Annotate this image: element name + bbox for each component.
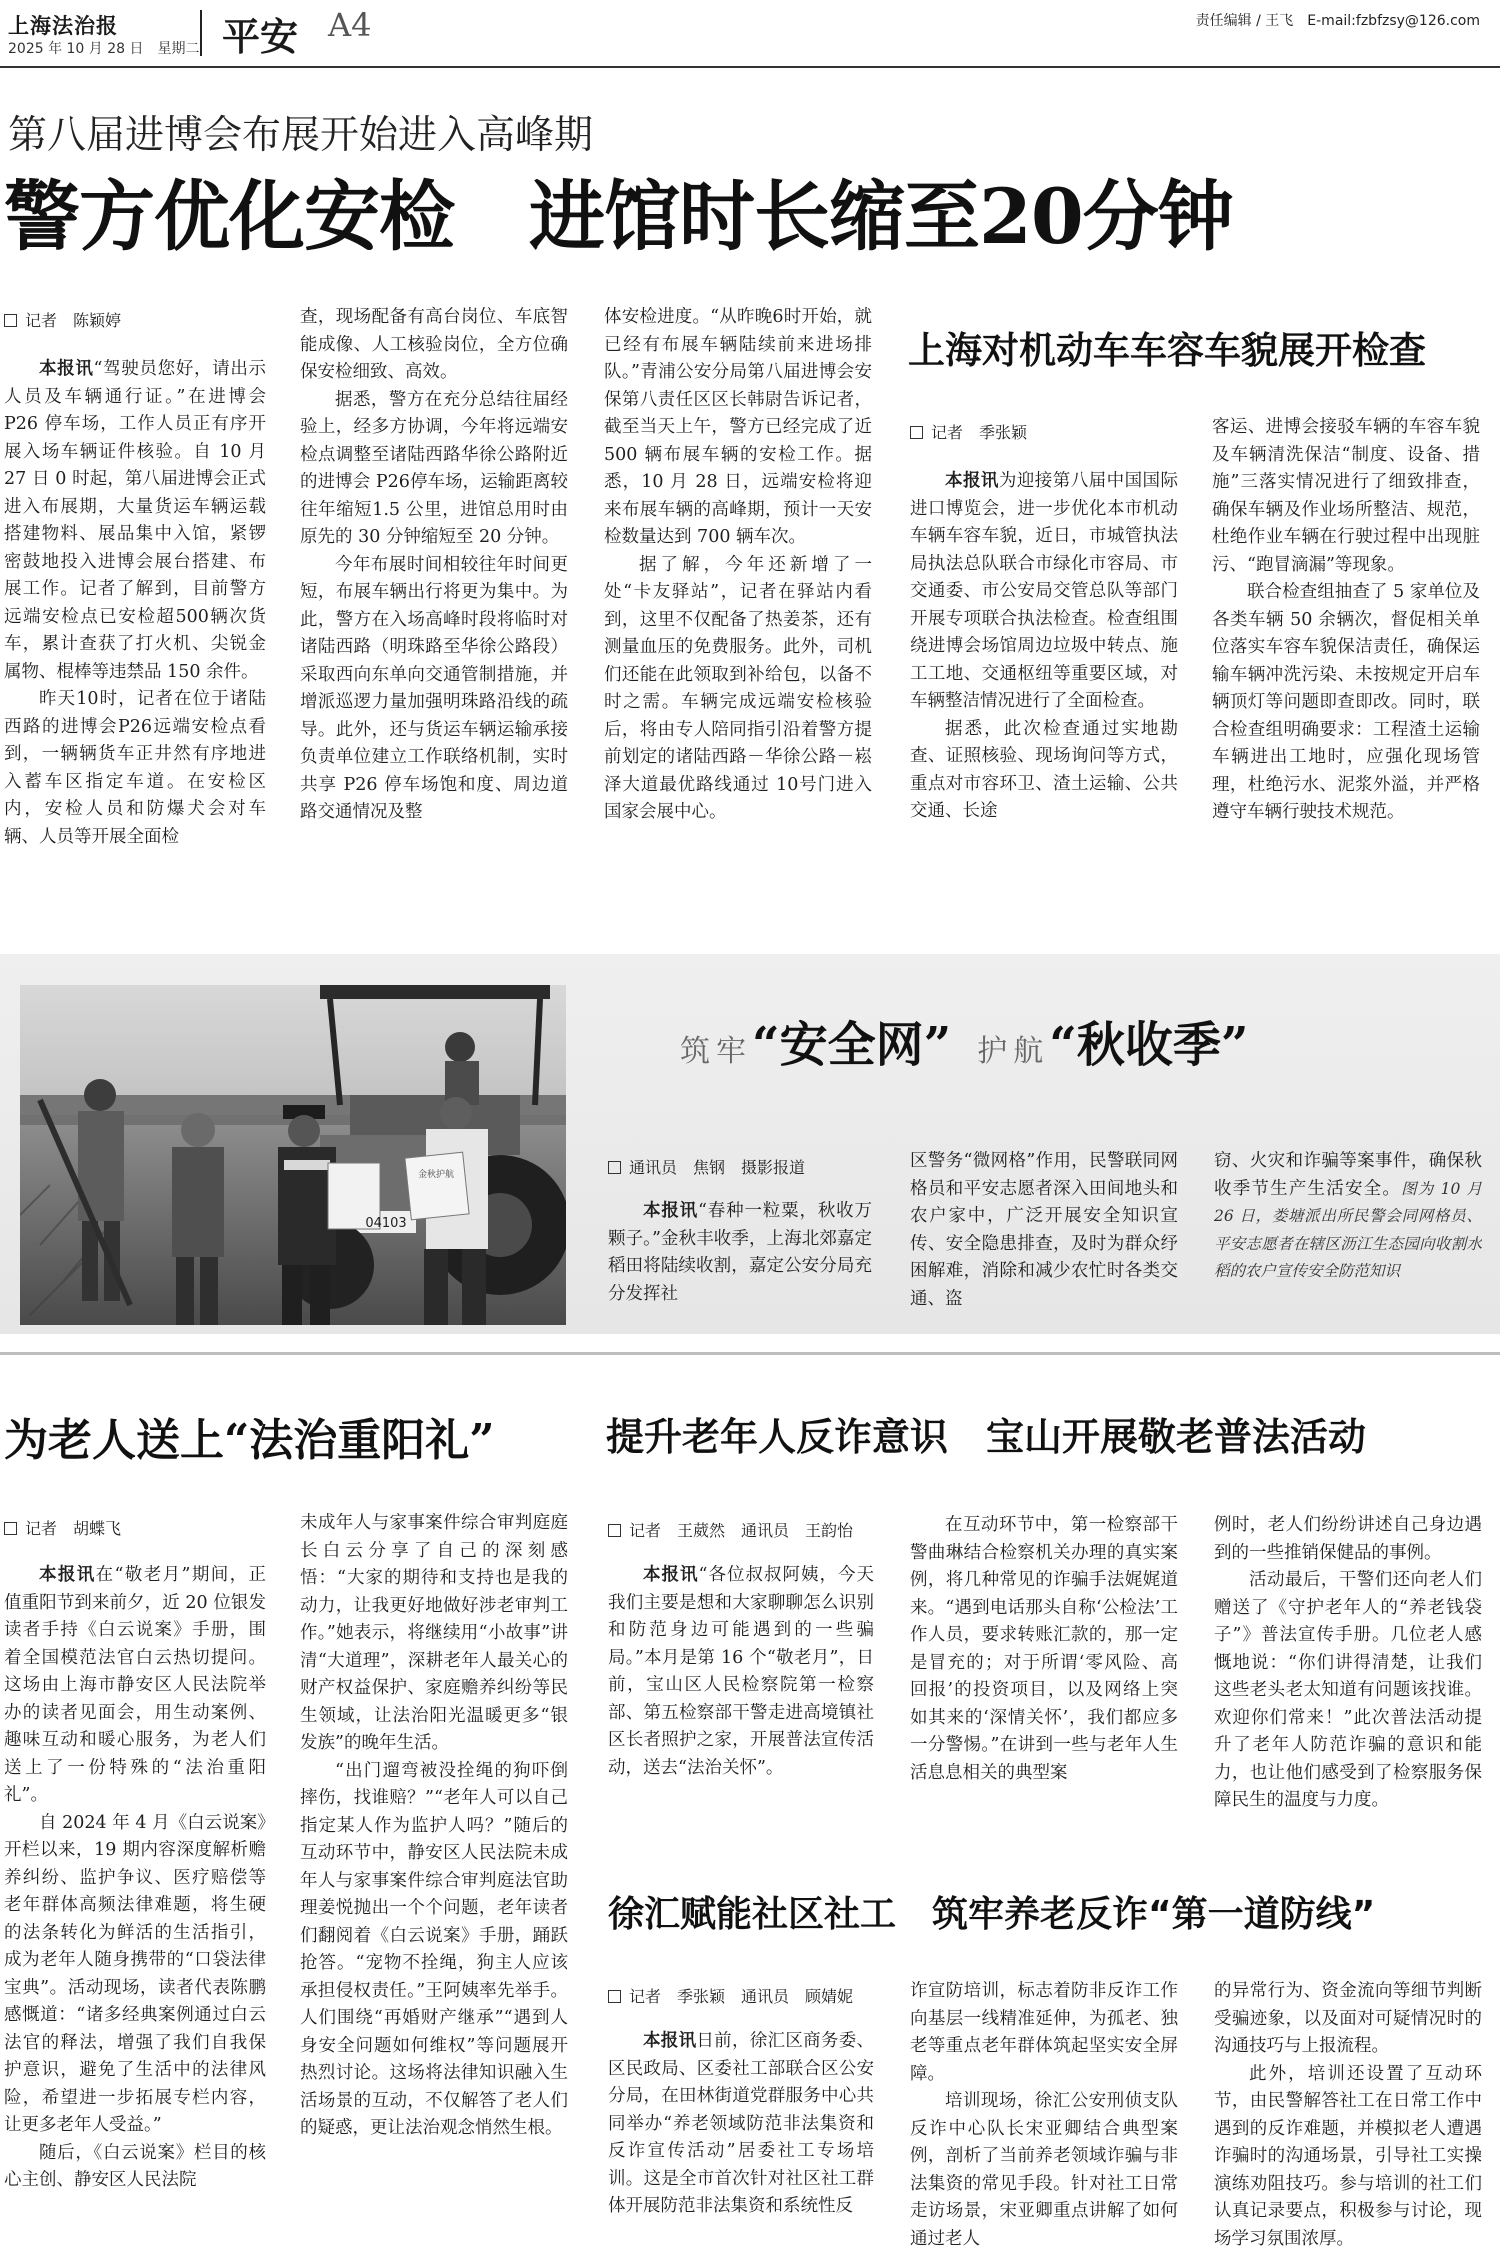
story6-col3 <box>1214 1978 1482 2248</box>
story4-para: “出门遛弯被没拴绳的狗吓倒摔伤，找谁赔？”“老年人可以自己指定某人作为监护人吗？”随后的互动环节中，静安区人民法院未成年人与家事案件综合审判庭法官助理姜悦抛出一个个问题，老年读者们翻阅着《白云说案》手册，踊跃抢答。“宠物不拴绳，狗主人应该承担侵权责任。”王阿姨率先举手。人们围绕“再婚财产继承”“遇到人身安全问题如何维权”等问题展开热烈讨论。这场将法律知识融入生活场景的互动，不仅解答了老人们的疑惑，更让法治观念悄然生根。 <box>300 1760 568 2138</box>
story2-para: 客运、进博会接驳车辆的车容车貌及车辆清洗保洁“制度、设备、措施”三落实情况进行了细致排查，确保车辆及作业场所整洁、规范，杜绝作业车辆在行驶过程中出现脏污、“跑冒滴漏”等现象。 <box>1212 417 1480 575</box>
story5-para: 例时，老人们纷纷讲述自己身边遇到的一些推销保健品的事例。 <box>1214 1515 1482 1563</box>
story6-para: 本报讯日前，徐汇区商务委、区民政局、区委社工部联合区公安分局，在田林街道党群服务中心共同举办“养老领域防范非法集资和反诈宣传活动”居委社工专场培训。这是全市首次针对社区社工群体开展防范非法集资和系统性反 <box>608 2031 874 2216</box>
section-name: 平安 <box>222 15 299 59</box>
story4-col2 <box>300 1510 568 2248</box>
headline-mid: 护航 <box>977 1034 1050 1069</box>
story4-headline: 为老人送上“法治重阳礼” <box>4 1415 495 1466</box>
story4-para: 自 2024 年 4 月《白云说案》开栏以来，19 期内容深度解析赡养纠纷、监护争议、医疗赔偿等老年群体高频法律难题，将生硬的法条转化为鲜活的生活指引，成为老年人随身携带的“口袋法律宝典”。活动现场，读者代表陈鹏感慨道：“诸多经典案例通过白云法官的释法，增强了我们自我保护意识，避免了生活中的法律风险，希望进一步拓展专栏内容，让更多老年人受益。” <box>4 1812 266 2135</box>
story5-col1 <box>608 1562 874 1852</box>
story4-para: 本报讯在“敬老月”期间，正值重阳节到来前夕，近 20 位银发读者手持《白云说案》手册，围着全国模范法官白云热切提问。这场由上海市静安区人民法院举办的读者见面会，用生动案例、趣味互动和暖心服务，为老人们送上了一份特殊的“法治重阳礼”。 <box>4 1565 266 1805</box>
story3-col1 <box>608 1198 872 1322</box>
story5-para: 本报讯“各位叔叔阿姨，今天我们主要是想和大家聊聊怎么识别和防范身边可能遇到的一些骗局。”本月是第 16 个“敬老月”，日前，宝山区人民检察院第一检察部、第五检察部干警走进高境镇社区长者照护之家，开展普法宣传活动，送去“法治关怀”。 <box>608 1565 874 1778</box>
story3-headline <box>680 1006 1248 1075</box>
editor-credit: 责任编辑 / 王飞 E-mail:fzbfzsy@126.com <box>1195 13 1480 29</box>
band-bottom-rule <box>0 1352 1500 1355</box>
lead-tag: 本报讯 <box>643 1201 699 1221</box>
byline-box-icon <box>608 1161 621 1174</box>
story5-para: 活动最后，干警们还向老人们赠送了《守护老年人的“养老钱袋子”》普法宣传手册。几位老人感慨地说：“你们讲得清楚，让我们这些老头老太知道有问题该找谁。欢迎你们常来！”此次普法活动提升了老年人防范诈骗的意识和能力，也让他们感受到了检察服务保障民生的温度与力度。 <box>1214 1570 1482 1810</box>
story2-para: 据悉，此次检查通过实地勘查、证照核验、现场询问等方式，重点对市容环卫、渣土运输、公共交通、长途 <box>910 718 1178 821</box>
issue-date: 2025 年 10 月 28 日 星期二 <box>8 41 200 57</box>
harvest-photo <box>20 985 566 1325</box>
story1-col3 <box>604 304 872 898</box>
story4-byline: 记者 胡蝶飞 <box>4 1516 121 1539</box>
headline-q1: “安全网” <box>752 1017 952 1073</box>
story5-col3 <box>1214 1512 1482 1852</box>
masthead-rule <box>0 66 1500 68</box>
story3-byline: 通讯员 焦钢 摄影报道 <box>608 1155 805 1178</box>
story2-headline: 上海对机动车车容车貌展开检查 <box>908 329 1426 372</box>
story1-para: 昨天10时，记者在位于诸陆西路的进博会P26远端安检点看到，一辆辆货车正井然有序地进入蓄车区指定车道。在安检区内，安检人员和防爆犬会对车辆、人员等开展全面检 <box>4 689 266 847</box>
story6-para: 诈宣防培训，标志着防非反诈工作向基层一线精准延伸，为孤老、独老等重点老年群体筑起坚实安全屏障。 <box>910 1981 1178 2084</box>
story6-headline: 徐汇赋能社区社工 筑牢养老反诈“第一道防线” <box>608 1894 1376 1935</box>
story2-col2 <box>1212 414 1480 898</box>
lead-tag: 本报讯 <box>945 471 999 491</box>
byline-box-icon <box>608 1524 621 1537</box>
story1-para: 本报讯“驾驶员您好，请出示人员及车辆通行证。”在进博会 P26 停车场，工作人员正有序开展入场车辆证件核验。自 10 月 27 日 0 时起，第八届进博会正式进入布展期，大量货运车辆运载搭建物料、展品集中入馆，紧锣密鼓地投入进博会展台搭建、布展工作。记者了解到，目前警方远端安检点已安检超500辆次货车，累计查获了打火机、尖锐金属物、棍棒等违禁品 150 余件。 <box>4 359 266 682</box>
story1-headline: 警方优化安检 进馆时长缩至20分钟 <box>4 172 1233 261</box>
story3-para: 区警务“微网格”作用，民警联同网格员和平安志愿者深入田间地头和农户家中，广泛开展安全知识宣传、安全隐患排查，及时为群众纾困解难，消除和减少农忙时各类交通、盗 <box>910 1151 1178 1309</box>
byline-box-icon <box>910 426 923 439</box>
story1-para: 查，现场配备有高台岗位、车底智能成像、人工核验岗位，全方位确保安检细致、高效。 <box>300 307 568 382</box>
story6-para: 此外，培训还设置了互动环节，由民警解答社工在日常工作中遇到的反诈难题，并模拟老人遭遇诈骗时的沟通场景，引导社工实操演练劝阻技巧。参与培训的社工们认真记录要点，积极参与讨论，现场学习氛围浓厚。 <box>1214 2063 1482 2248</box>
story1-para: 据悉，警方在充分总结往届经验上，经多方协调，今年将远端安检点调整至诸陆西路华徐公路附近的进博会 P26停车场，运输距离较往年缩短1.5 公里，进馆总用时由原先的 30 分钟缩短至 20 分钟。 <box>300 389 568 547</box>
story1-para: 今年布展时间相较往年时间更短，布展车辆出行将更为集中。为此，警方在入场高峰时段将临时对诸陆西路（明珠路至华徐公路段）采取西向东单向交通管制措施，并增派巡逻力量加强明珠路沿线的疏导。此外，还与货运车辆运输承接负责单位建立工作联络机制，实时共享 P26 停车场饱和度、周边道路交通情况及整 <box>300 554 568 822</box>
photo-caption: 图为 10 月 26 日，娄塘派出所民警会同网格员、平安志愿者在辖区沥江生态园向收割水稻的农户宣传安全防范知识 <box>1214 1179 1482 1280</box>
story4-col1 <box>4 1562 266 2248</box>
story4-para: 随后，《白云说案》栏目的核心主创、静安区人民法院 <box>4 2142 266 2190</box>
masthead <box>0 0 1500 66</box>
photo-board-text: 金秋护航 <box>417 1170 455 1180</box>
byline-box-icon <box>4 1522 17 1535</box>
story6-para: 培训现场，徐汇公安刑侦支队反诈中心队长宋亚卿结合典型案例，剖析了当前养老领域诈骗与非法集资的常见手段。针对社工日常走访场景，宋亚卿重点讲解了如何通过老人 <box>910 2091 1178 2248</box>
lead-tag: 本报讯 <box>39 1565 96 1585</box>
story3-col2 <box>910 1148 1178 1324</box>
story3-para: 本报讯“春种一粒粟，秋收万颗子。”金秋丰收季，上海北郊嘉定稻田将陆续收割，嘉定公安分局充分发挥社 <box>608 1201 872 1304</box>
story5-para: 在互动环节中，第一检察部干警曲琳结合检察机关办理的真实案例，将几种常见的诈骗手法娓娓道来。“遇到电话那头自称‘公检法’工作人员，要求转账汇款的，那一定是冒充的；对于所谓‘零风险、高回报’的投资项目，以及网络上突如其来的‘深情关怀’，我们都应多一分警惕。”在讲到一些与老年人生活息息相关的典型案 <box>910 1515 1178 1783</box>
story6-para: 的异常行为、资金流向等细节判断受骗迹象，以及面对可疑情况时的沟通技巧与上报流程。 <box>1214 1981 1482 2056</box>
story5-headline: 提升老年人反诈意识 宝山开展敬老普法活动 <box>606 1415 1367 1459</box>
story4-para: 未成年人与家事案件综合审判庭庭长白云分享了自己的深刻感悟：“大家的期待和支持也是我的动力，让我更好地做好涉老审判工作。”她表示，将继续用“小故事”讲清“大道理”，深耕老年人最关心的财产权益保护、家庭赡养纠纷等民生领域，让法治阳光温暖更多“银发族”的晚年生活。 <box>300 1513 568 1753</box>
story1-kicker: 第八届进博会布展开始进入高峰期 <box>8 113 594 158</box>
story6-byline: 记者 季张颖 通讯员 顾婧妮 <box>608 1984 853 2007</box>
lead-tag: 本报讯 <box>39 359 94 379</box>
story1-para: 体安检进度。“从昨晚6时开始，就已经有布展车辆陆续前来进场排队。”青浦公安分局第八届进博会安保第八责任区区长韩尉告诉记者，截至当天上午，警方已经完成了近 500 辆布展车辆的安检工作。据悉，10 月 28 日，远端安检将迎来布展车辆的高峰期，预计一天安检数量达到 700 辆车次。 <box>604 307 872 547</box>
lead-tag: 本报讯 <box>643 2031 697 2051</box>
photo-plate-text: 04103 <box>365 1216 407 1231</box>
headline-q2: “秋收季” <box>1049 1017 1249 1073</box>
story1-col1 <box>4 356 266 898</box>
page-number: A4 <box>328 6 372 44</box>
byline-box-icon <box>4 314 17 327</box>
story1-para: 据了解，今年还新增了一处“卡友驿站”，记者在驿站内看到，这里不仅配备了热姜茶，还有测量血压的免费服务。此外，司机们还能在此领取到补给包，以备不时之需。车辆完成远端安检核验后，将由专人陪同指引沿着警方提前划定的诸陆西路－华徐公路－崧泽大道最优路线通过 10号门进入国家会展中心。 <box>604 554 872 822</box>
story2-para: 本报讯为迎接第八届中国国际进口博览会，进一步优化本市机动车辆车容车貌，近日，市城管执法局执法总队联合市绿化市容局、市交通委、市公安局交管总队等部门开展专项联合执法检查。检查组围绕进博会场馆周边垃圾中转点、施工工地、交通枢纽等重要区域，对车辆整洁情况进行了全面检查。 <box>910 471 1178 711</box>
story5-byline: 记者 王葳然 通讯员 王韵怡 <box>608 1518 853 1541</box>
story1-byline: 记者 陈颖婷 <box>4 308 121 331</box>
story2-byline: 记者 季张颖 <box>910 420 1027 443</box>
story2-para: 联合检查组抽查了 5 家单位及各类车辆 50 余辆次，督促相关单位落实车容车貌保洁责任，确保运输车辆冲洗污染、未按规定开启车辆顶灯等问题即查即改。同时，联合检查组明确要求：工程渣土运输车辆进出工地时，应强化现场管理，杜绝污水、泥浆外溢，并严格遵守车辆行驶技术规范。 <box>1212 582 1480 822</box>
story3-col3 <box>1214 1148 1482 1324</box>
story6-col1 <box>608 2028 874 2248</box>
story6-col2 <box>910 1978 1178 2248</box>
harvest-photo-illustration <box>20 985 566 1325</box>
byline-box-icon <box>608 1990 621 2003</box>
lead-tag: 本报讯 <box>643 1565 699 1585</box>
masthead-divider <box>200 10 202 56</box>
story1-col2 <box>300 304 568 898</box>
story3-para: 窃、火灾和诈骗等案事件，确保秋收季节生产生活安全。图为 10 月 26 日，娄塘派出所民警会同网格员、平安志愿者在辖区沥江生态园向收割水稻的农户宣传安全防范知识 <box>1214 1151 1482 1280</box>
story2-col1 <box>910 468 1178 898</box>
paper-name: 上海法治报 <box>8 13 118 38</box>
story5-col2 <box>910 1512 1178 1852</box>
headline-pre: 筑牢 <box>680 1034 752 1069</box>
